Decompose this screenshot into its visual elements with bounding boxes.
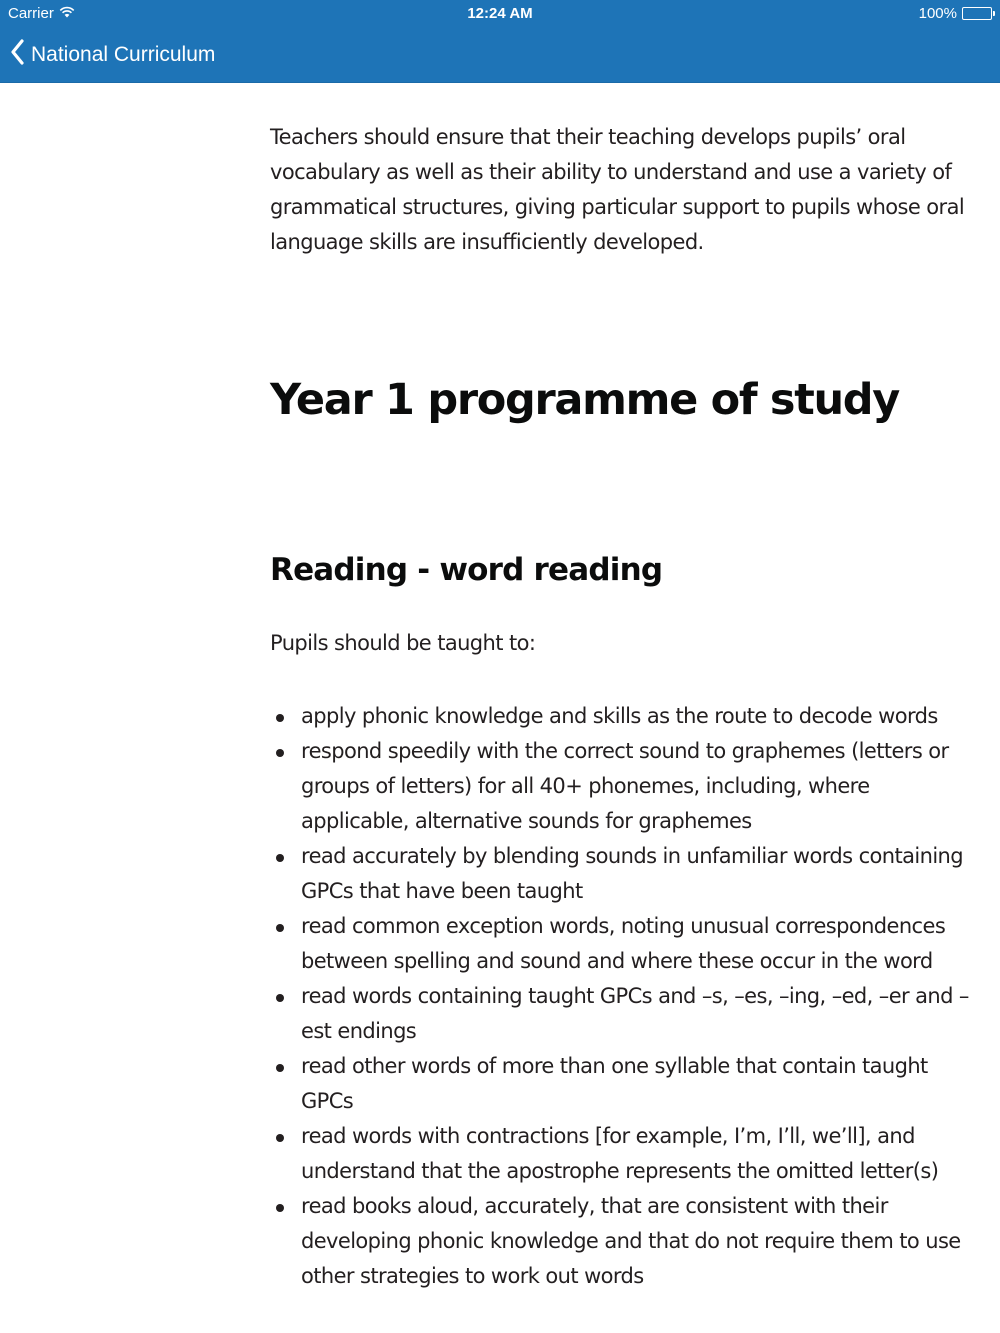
chevron-left-icon [10,39,24,71]
list-item [270,909,970,979]
list-item [270,1119,970,1189]
battery-percent: 100% [918,5,957,22]
status-time: 12:24 AM [467,5,533,22]
list-item [270,979,970,1049]
bullet-icon [276,994,284,1002]
page-heading: Year 1 programme of study [270,375,900,425]
navigation-bar [0,0,1000,83]
objectives-list [270,699,970,1294]
article-content [270,84,970,1294]
bullet-icon [276,924,284,932]
status-battery [919,5,992,22]
intro-paragraph: Teachers should ensure that their teaching develops pupils’ oral vocabulary as well as their ability to understand and use a variety of grammatical structures, giving particular support to pupils whose oral language skills are insufficiently developed. [270,125,965,254]
bullet-icon [276,714,284,722]
list-item-text: read other words of more than one syllable that contain taught GPCs [301,1054,928,1113]
list-item-text: read words containing taught GPCs and –s, –es, –ing, –ed, –er and –est endings [301,984,969,1043]
list-item-text: read words with contractions [for example, I’m, I’ll, we’ll], and understand that the apostrophe represents the omitted letter(s) [301,1124,939,1183]
status-bar [0,0,1000,27]
bullet-icon [276,749,284,757]
list-item [270,734,970,839]
carrier-label: Carrier [8,5,54,22]
section-heading: Reading - word reading [270,552,663,588]
battery-icon [962,7,992,20]
bullet-icon [276,1064,284,1072]
list-item-text: read accurately by blending sounds in unfamiliar words containing GPCs that have been taught [301,844,963,903]
list-item [270,1189,970,1294]
list-item-text: apply phonic knowledge and skills as the route to decode words [301,704,938,728]
list-item [270,1049,970,1119]
wifi-icon [59,5,75,22]
lead-paragraph: Pupils should be taught to: [270,631,536,655]
bullet-icon [276,1134,284,1142]
list-item-text: read books aloud, accurately, that are consistent with their developing phonic knowledge and that do not require them to use other strategies to work out words [301,1194,961,1288]
back-button-label: National Curriculum [31,43,216,66]
bullet-icon [276,854,284,862]
list-item [270,699,970,734]
back-button[interactable] [10,38,215,72]
bullet-icon [276,1204,284,1212]
list-item-text: read common exception words, noting unusual correspondences between spelling and sound and where these occur in the word [301,914,946,973]
list-item [270,839,970,909]
status-carrier [8,5,75,22]
list-item-text: respond speedily with the correct sound to graphemes (letters or groups of letters) for all 40+ phonemes, including, where applicable, alternative sounds for graphemes [301,739,949,833]
